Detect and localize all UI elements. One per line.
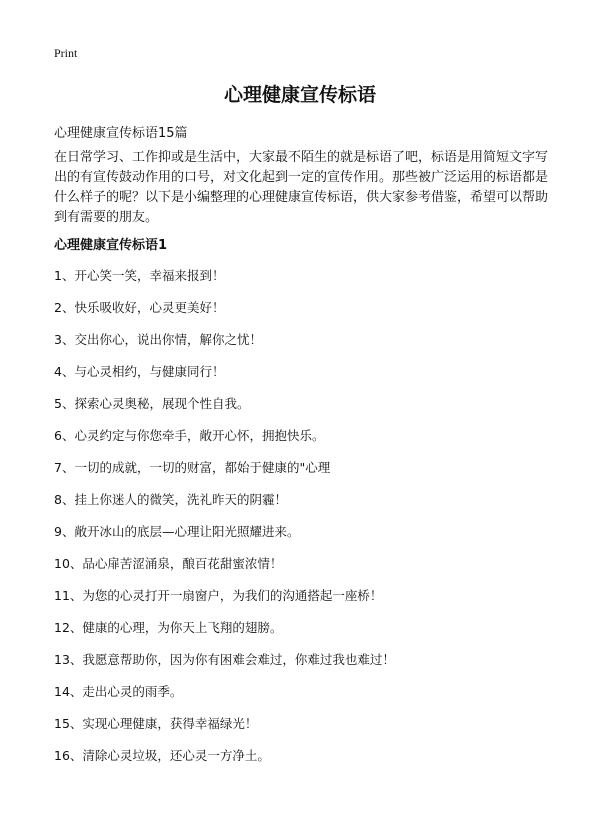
document-subtitle: 心理健康宣传标语15篇 (54, 126, 188, 141)
slogan-item: 7、一切的成就，一切的财富，都始于健康的"心理 (54, 460, 331, 475)
slogan-item: 12、健康的心理，为你天上飞翔的翅膀。 (54, 620, 283, 635)
slogan-item: 15、实现心理健康，获得幸福绿光！ (54, 716, 258, 731)
slogan-item: 13、我愿意帮助你，因为你有困难会难过，你难过我也难过！ (54, 652, 395, 667)
document-title: 心理健康宣传标语 (223, 84, 376, 106)
slogan-item: 2、快乐吸收好，心灵更美好！ (54, 300, 225, 315)
slogan-item: 10、品心扉苦涩涌泉，酿百花甜蜜浓情！ (54, 556, 283, 571)
slogan-item: 9、敞开冰山的底层—心理让阳光照耀进来。 (54, 524, 300, 539)
slogan-item: 1、开心笑一笑，幸福来报到！ (54, 268, 225, 283)
slogan-item: 11、为您的心灵打开一扇窗户，为我们的沟通搭起一座桥！ (54, 588, 383, 603)
intro-paragraph: 在日常学习、工作抑或是生活中，大家最不陌生的就是标语了吧，标语是用简短文字写出的有宣传鼓动作用的口号，对文化起到一定的宣传作用。那些被广泛运用的标语都是什么样子的呢？以下是小编整理的心理健康宣传标语，供大家参考借鉴，希望可以帮助到有需要的朋友。 (54, 150, 549, 225)
slogan-item: 16、清除心灵垃圾，还心灵一方净土。 (54, 748, 270, 763)
slogan-item: 5、探索心灵奥秘，展现个性自我。 (54, 396, 250, 411)
slogan-item: 4、与心灵相约，与健康同行！ (54, 364, 225, 379)
slogan-item: 14、走出心灵的雨季。 (54, 684, 183, 699)
slogan-item: 3、交出你心，说出你情，解你之忧！ (54, 332, 262, 347)
print-label: Print (54, 46, 78, 60)
section-heading: 心理健康宣传标语1 (54, 238, 168, 253)
slogan-item: 6、心灵约定与你您牵手，敞开心怀，拥抱快乐。 (54, 428, 325, 443)
slogan-item: 8、挂上你迷人的微笑，洗礼昨天的阴霾！ (54, 492, 287, 507)
